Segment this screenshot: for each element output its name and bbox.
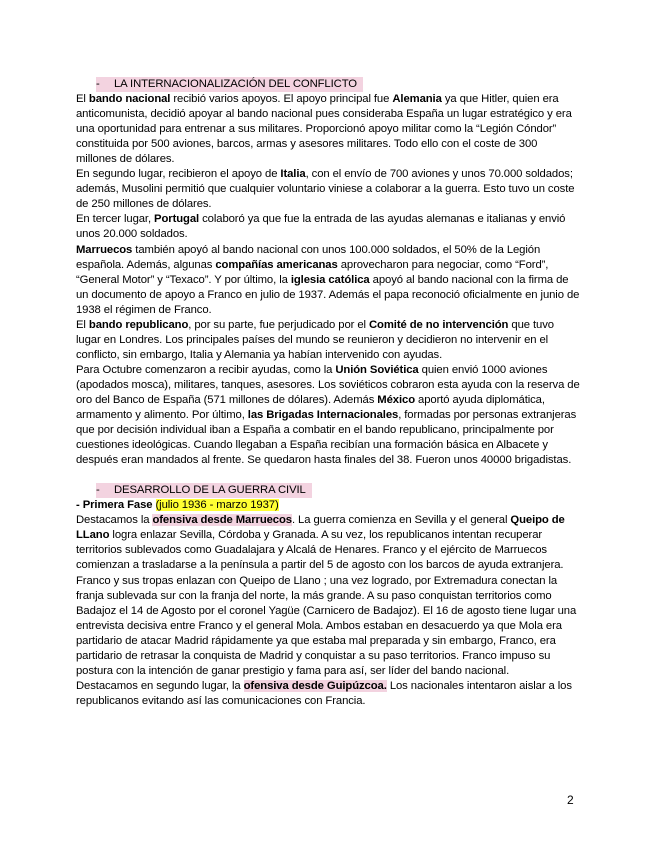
bold-term: Marruecos xyxy=(76,243,133,256)
heading-dash: - xyxy=(96,78,100,90)
text-run: también apoyó al bando nacional con unos 100.000 soldados, el 50% de la Legión española. Además, algunas xyxy=(76,243,541,271)
paragraph-bando-nacional xyxy=(76,92,581,167)
bold-term: ofensiva desde Guipúzcoa. xyxy=(243,679,387,692)
bold-term: Queipo de LLano xyxy=(76,514,565,542)
page-content xyxy=(76,77,581,709)
section-heading-internacionalizacion xyxy=(96,77,363,92)
text-run: ya que Hitler, quien era anticomunista, decidió apoyar al bando nacional pues consideraba España un lugar estratégico y era una oportunidad para entrenar a sus militares. Proporcionó apoyo militar como la “Legión Cóndor” constituida por 500 aviones, barcos, armas y asesores militares. Todo ello con el coste de 300 millones de dólares. xyxy=(76,93,572,166)
text-run: recibió varios apoyos. El apoyo principal fue xyxy=(170,93,393,106)
bold-term: las Brigadas Internacionales xyxy=(247,409,399,422)
bold-term: Unión Soviética xyxy=(335,363,419,376)
bold-term: Italia xyxy=(280,168,306,181)
text-run: aprovecharon para negociar, como “Ford”, “General Motor” y “Texaco”. Y por último, la xyxy=(76,258,549,286)
paragraph-italia xyxy=(76,167,581,212)
heading-text: LA INTERNACIONALIZACIÓN DEL CONFLICTO xyxy=(114,78,357,90)
text-run: Destacamos en segundo lugar, la xyxy=(76,679,244,692)
text-run: Para Octubre comenzaron a recibir ayudas, como la xyxy=(76,363,336,376)
paragraph-bando-republicano xyxy=(76,318,581,363)
text-run: El xyxy=(76,318,89,331)
text-run: . La guerra comienza en Sevilla y el general xyxy=(291,514,511,527)
phase-title: - Primera Fase xyxy=(76,499,153,512)
bold-term: México xyxy=(377,393,415,406)
text-run: En tercer lugar, xyxy=(76,213,155,226)
text-run: , formadas por personas extranjeras que por decisión individual iban a España a combatir en el bando republicano, principalmente por cuestiones ideológicas. Cuando llegaban a España recibían una formación básica en Albacete y después eran mandados al frente. Se quedaron hasta finales del 38. Fueron unos 40000 brigadistas. xyxy=(76,409,577,467)
bold-term: ofensiva desde Marruecos xyxy=(152,514,292,527)
heading-dash: - xyxy=(96,484,100,497)
text-run: En segundo lugar, recibieron el apoyo de xyxy=(76,168,281,181)
bold-term: Portugal xyxy=(154,213,200,226)
bold-term: bando nacional xyxy=(88,93,171,106)
phase-title-line xyxy=(76,498,581,513)
bold-term: bando republicano xyxy=(88,318,189,331)
text-run: , por su parte, fue perjudicado por el xyxy=(188,318,369,331)
paragraph-ofensiva-guipuzcoa xyxy=(76,679,581,709)
paragraph-portugal xyxy=(76,212,581,242)
phase-dates: (julio 1936 - marzo 1937) xyxy=(155,499,279,512)
paragraph-ayudas-octubre xyxy=(76,363,581,468)
text-run: logra enlazar Sevilla, Córdoba y Granada. A su vez, los republicanos intentan recuperar territorios sublevados como Guadalajara y Alcalá de Henares. Franco y el ejército de Marruecos comienzan a trasladarse a la península a partir del 5 de agosto con los barcos de ayuda extranjera. Franco y sus tropas enlazan con Queipo de Llano ; una vez logrado, por Extremadura conectan la franja sublevada sur con la franja del norte, la más grande. A su paso conquistan territorios como Badajoz el 14 de Agosto por el coronel Yagüe (Carnicero de Badajoz). El 16 de agosto tiene lugar una entrevista decisiva entre Franco y el general Mola. Ambos estaban en desacuerdo ya que Mola era partidario de atacar Madrid rápidamente ya que estaba mal preparada y sin embargo, Franco, era partidario de retrasar la conquista de Madrid y conquistar a su paso territorios. Franco impuso su postura con la intención de ganar prestigio y fama para así, ser líder del bando nacional. xyxy=(76,529,577,677)
bold-term: compañías americanas xyxy=(215,258,338,271)
text-run: El xyxy=(76,93,89,106)
section-heading-desarrollo xyxy=(96,483,312,498)
text-run: Los nacionales intentaron aislar a los republicanos evitando así las comunicaciones con Francia. xyxy=(76,679,572,707)
text-run: apoyó al bando nacional con la firma de un documento de apoyo a Franco en julio de 1937. Además el papa reconoció oficialmente en junio de 1938 el régimen de Franco. xyxy=(76,273,580,316)
text-run: , con el envío de 700 aviones y unos 70.000 soldados; además, Musolini permitió que cualquier voluntario viniese a colaborar a la guerra. Esto tuvo un coste de 250 millones de dólares. xyxy=(76,168,575,211)
bold-term: iglesia católica xyxy=(290,273,370,286)
paragraph-ofensiva-marruecos xyxy=(76,513,581,679)
text-run: aportó ayuda diplomática, armamento y alimento. Por último, xyxy=(76,393,545,422)
text-run: que tuvo lugar en Londres. Los principales países del mundo se reunieron y decidieron no intervenir en el conflicto, sin embargo, Italia y Alemania ya habían intervenido con ayudas. xyxy=(76,318,554,361)
bold-term: Alemania xyxy=(392,93,442,106)
heading-text: DESARROLLO DE LA GUERRA CIVIL xyxy=(114,484,306,497)
text-run: colaboró ya que fue la entrada de las ayudas alemanas e italianas y envió unos 20.000 soldados. xyxy=(76,213,566,241)
section-gap xyxy=(76,468,581,483)
paragraph-marruecos xyxy=(76,243,581,318)
page-number: 2 xyxy=(567,793,574,807)
bold-term: Comité de no intervención xyxy=(368,318,509,331)
text-run: quien envió 1000 aviones (apodados mosca), militares, tanques, asesores. Los soviéticos cobraron esta ayuda con la reserva de oro del Banco de España (571 millones de dólares). Además xyxy=(76,363,580,406)
text-run: Destacamos la xyxy=(76,514,153,527)
